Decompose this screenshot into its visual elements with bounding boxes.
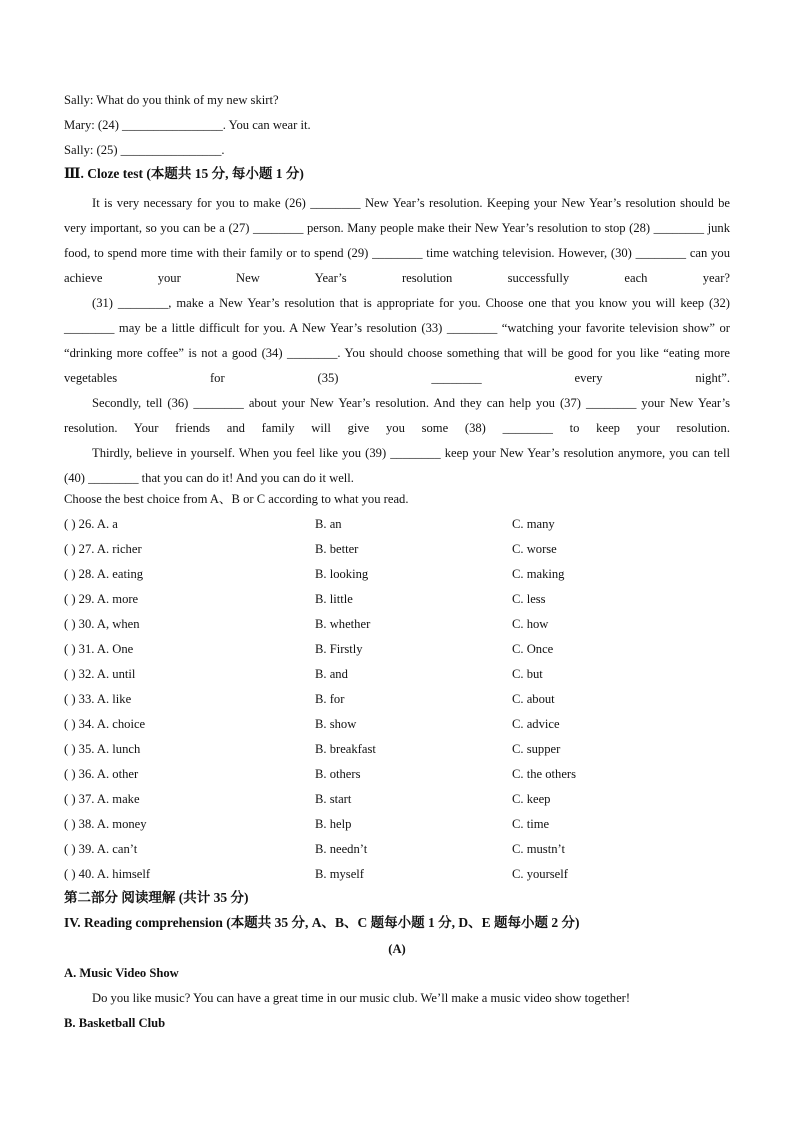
question-stem-a: ( ) 34. A. choice — [64, 717, 146, 731]
option-c: C. the others — [512, 767, 577, 781]
option-c: C. mustn’t — [512, 842, 565, 856]
dialogue-line-2: Mary: (24) ________________. You can wear it. — [64, 118, 311, 132]
option-b: B. and — [315, 667, 348, 681]
option-b: B. better — [315, 542, 359, 556]
question-stem-a: ( ) 31. A. One — [64, 642, 134, 656]
option-b: B. breakfast — [315, 742, 376, 756]
option-b: B. needn’t — [315, 842, 368, 856]
option-b: B. little — [315, 592, 353, 606]
option-c: C. supper — [512, 742, 561, 756]
option-b: B. start — [315, 792, 352, 806]
option-c: C. advice — [512, 717, 560, 731]
cloze-instruction: Choose the best choice from A、B or C according to what you read. — [64, 492, 409, 506]
option-b: B. looking — [315, 567, 369, 581]
question-stem-a: ( ) 40. A. himself — [64, 867, 151, 881]
option-b: B. show — [315, 717, 357, 731]
option-c: C. about — [512, 692, 555, 706]
item-a-text: Do you like music? You can have a great time in our music club. We’ll make a music video show together! — [92, 991, 631, 1005]
question-stem-a: ( ) 36. A. other — [64, 767, 139, 781]
option-c: C. less — [512, 592, 546, 606]
option-c: C. worse — [512, 542, 557, 556]
option-c: C. yourself — [512, 867, 568, 881]
item-b-title: B. Basketball Club — [64, 1016, 166, 1030]
option-c: C. Once — [512, 642, 554, 656]
question-stem-a: ( ) 33. A. like — [64, 692, 132, 706]
item-a-title: A. Music Video Show — [64, 966, 179, 980]
question-stem-a: ( ) 29. A. more — [64, 592, 139, 606]
option-b: B. Firstly — [315, 642, 363, 656]
option-b: B. an — [315, 517, 342, 531]
section-4-heading: IV. Reading comprehension (本题共 35 分, A、B、C 题每小题 1 分, D、E 题每小题 2 分) — [64, 915, 580, 930]
question-stem-a: ( ) 30. A, when — [64, 617, 140, 631]
question-stem-a: ( ) 35. A. lunch — [64, 742, 141, 756]
question-stem-a: ( ) 27. A. richer — [64, 542, 142, 556]
option-c: C. keep — [512, 792, 551, 806]
question-stem-a: ( ) 26. A. a — [64, 517, 118, 531]
section-3-heading: Ⅲ. Cloze test (本题共 15 分, 每小题 1 分) — [64, 166, 304, 181]
question-stem-a: ( ) 39. A. can’t — [64, 842, 138, 856]
option-b: B. help — [315, 817, 352, 831]
dialogue-line-1: Sally: What do you think of my new skirt? — [64, 93, 279, 107]
cloze-paragraph-4: Thirdly, believe in yourself. When you feel like you (39) ________ keep your New Year’s resolution anymore, you can tell (40) ________ that you can do it! And you can do it well. — [64, 446, 730, 485]
cloze-paragraph-3: Secondly, tell (36) ________ about your New Year’s resolution. And they can help you (37) ________ your New Year’s resolution. Your friends and family will give you some (38) ________ to keep your resolution. — [64, 396, 730, 435]
part-2-heading: 第二部分 阅读理解 (共计 35 分) — [64, 890, 249, 905]
option-c: C. but — [512, 667, 543, 681]
cloze-paragraph-2: (31) ________, make a New Year’s resolution that is appropriate for you. Choose one that you know you will keep (32) ________ may be a little difficult for you. A New Year’s resolution (33) ________ “watching your favorite television show” or “drinking more coffee” is not a good (34) ________. You should choose something that will be good for you like “eating more vegetables for (35) ________ every night”. — [64, 296, 730, 385]
question-stem-a: ( ) 28. A. eating — [64, 567, 144, 581]
option-b: B. whether — [315, 617, 371, 631]
option-b: B. myself — [315, 867, 364, 881]
option-b: B. for — [315, 692, 345, 706]
option-c: C. how — [512, 617, 549, 631]
question-stem-a: ( ) 32. A. until — [64, 667, 136, 681]
option-c: C. making — [512, 567, 565, 581]
option-c: C. many — [512, 517, 555, 531]
question-stem-a: ( ) 37. A. make — [64, 792, 140, 806]
option-c: C. time — [512, 817, 550, 831]
cloze-paragraph-1: It is very necessary for you to make (26) ________ New Year’s resolution. Keeping your New Year’s resolution should be very important, so you can be a (27) ________ person. Many people make their New Year’s resolution to stop (28) ________ junk food, to spend more time with their family or to spend (29) ________ time watching television. However, (30) ________ can you achieve your New Year’s resolution successfully each year? — [64, 196, 730, 285]
question-stem-a: ( ) 38. A. money — [64, 817, 147, 831]
dialogue-line-3: Sally: (25) ________________. — [64, 143, 225, 157]
option-b: B. others — [315, 767, 361, 781]
passage-label: (A) — [388, 942, 406, 956]
